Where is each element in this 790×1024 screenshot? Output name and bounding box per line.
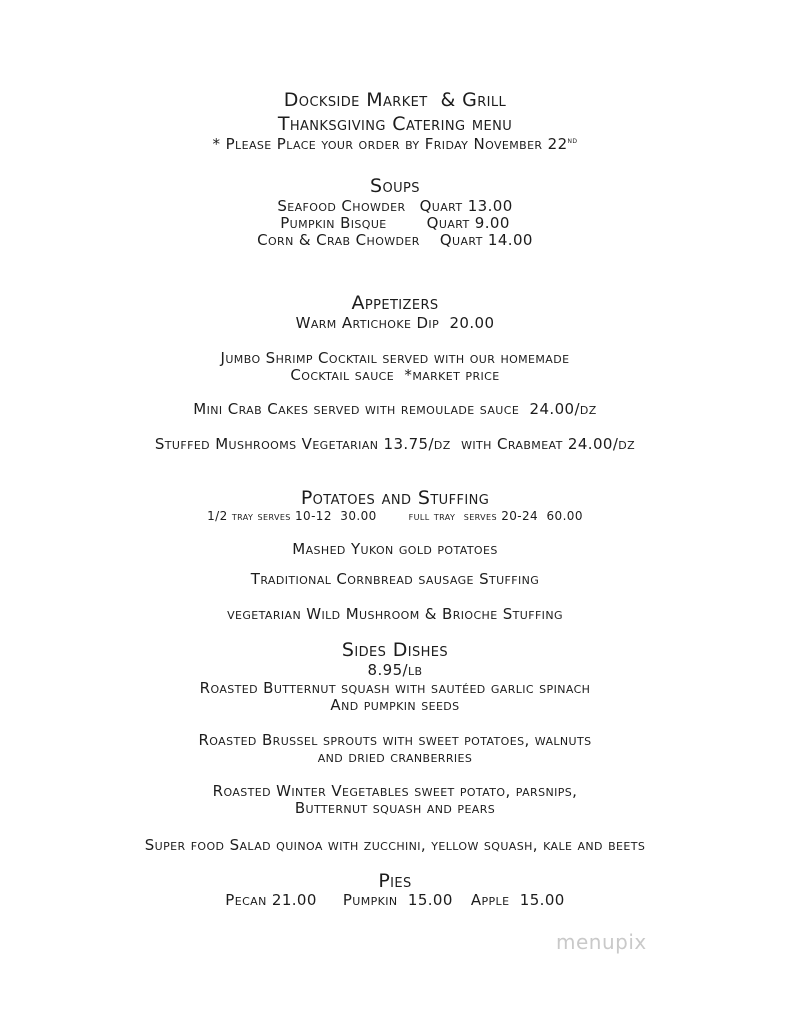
appetizer-item: Stuffed Mushrooms Vegetarian 13.75/dz with Crabmeat 24.00/dz	[154, 435, 636, 453]
pie-item: Pecan 21.00	[225, 891, 317, 909]
soup-price: Quart 9.00	[426, 214, 510, 232]
potatoes-heading: Potatoes and Stuffing	[300, 487, 490, 509]
potato-item: Traditional Cornbread sausage Stuffing	[250, 570, 540, 588]
pie-item: Apple 15.00	[470, 891, 565, 909]
appetizer-item: Warm Artichoke Dip 20.00	[295, 314, 495, 332]
pie-item: Pumpkin 15.00	[342, 891, 453, 909]
sides-heading: Sides Dishes	[341, 639, 449, 661]
soup-name: Corn & Crab Chowder	[257, 231, 420, 249]
side-item: Roasted Winter Vegetables sweet potato, parsnips,	[212, 782, 578, 800]
appetizers-heading: Appetizers	[351, 292, 439, 314]
side-item: Roasted Butternut squash with sautéed garlic spinach	[199, 679, 591, 697]
soup-item	[0, 199, 790, 214]
side-item: Roasted Brussel sprouts with sweet potatoes, walnuts	[198, 731, 592, 749]
order-note-text: * Please Place your order by Friday November 22	[212, 135, 568, 153]
half-tray-price: 1/2 tray serves 10-12 30.00	[207, 509, 377, 523]
soups-heading: Soups	[370, 175, 420, 197]
order-note	[0, 137, 790, 152]
side-item-cont: And pumpkin seeds	[330, 696, 460, 714]
side-item: Super food Salad quinoa with zucchini, yellow squash, kale and beets	[144, 836, 646, 854]
appetizer-item: Jumbo Shrimp Cocktail served with our homemade	[220, 349, 570, 367]
soup-item	[0, 216, 790, 231]
soup-price: Quart 13.00	[419, 197, 513, 215]
soup-price: Quart 14.00	[439, 231, 533, 249]
soup-item	[0, 233, 790, 248]
order-note-sup: nd	[567, 136, 578, 146]
side-item-cont: Butternut squash and pears	[294, 799, 496, 817]
menu-title: Thanksgiving Catering menu	[277, 113, 513, 135]
pies-heading: Pies	[378, 870, 412, 892]
pie-items	[0, 893, 790, 908]
restaurant-name: Dockside Market & Grill	[283, 89, 507, 111]
appetizer-item-cont: Cocktail sauce *market price	[290, 366, 500, 384]
full-tray-price: full tray serves 20-24 60.00	[408, 509, 583, 523]
tray-pricing	[0, 510, 790, 522]
side-item-cont: and dried cranberries	[317, 748, 473, 766]
sides-price: 8.95/lb	[367, 661, 423, 679]
soup-name: Pumpkin Bisque	[280, 214, 387, 232]
appetizer-item: Mini Crab Cakes served with remoulade sauce 24.00/dz	[193, 400, 597, 418]
potato-item: vegetarian Wild Mushroom & Brioche Stuffing	[227, 605, 563, 623]
soup-name: Seafood Chowder	[277, 197, 406, 215]
potato-item: Mashed Yukon gold potatoes	[292, 540, 498, 558]
watermark: menupix	[556, 930, 647, 954]
